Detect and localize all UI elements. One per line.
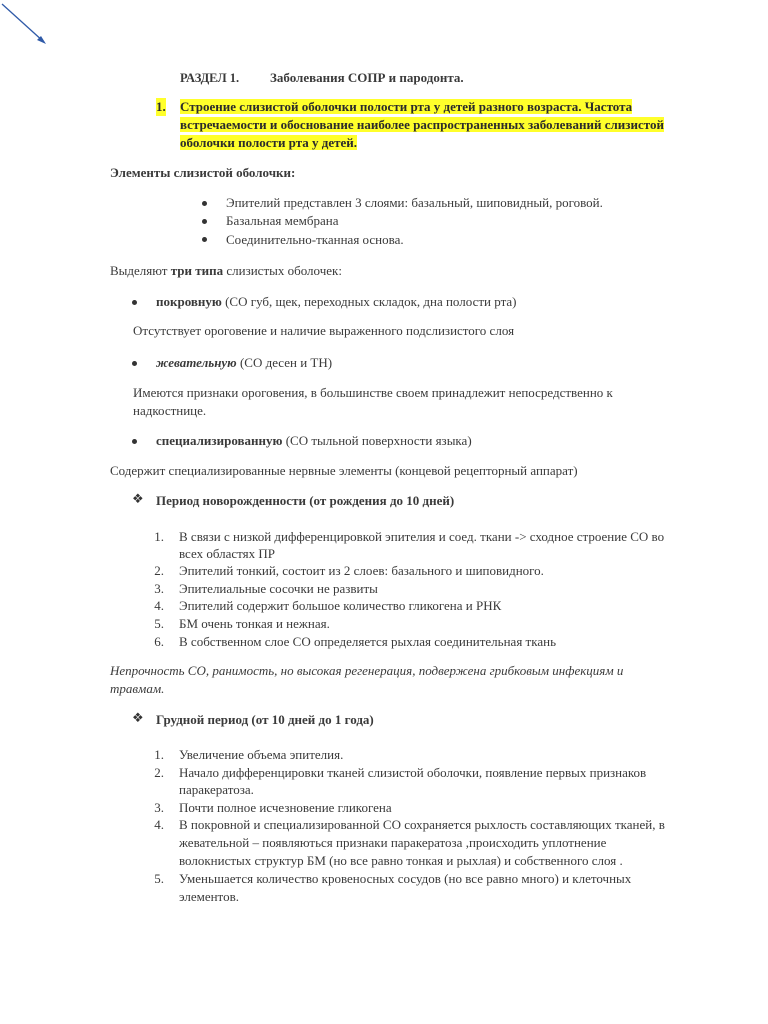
bullet-icon <box>132 300 137 305</box>
section-label: РАЗДЕЛ 1. <box>180 71 240 85</box>
type-specialized-rest: (СО тыльной поверхности языка) <box>282 433 472 448</box>
list-number: 2. <box>154 563 164 578</box>
desc-line: Имеются признаки ороговения, в большинстве своем принадлежит непосредственно к <box>133 385 613 400</box>
type-masticatory-rest: (СО десен и ТН) <box>236 355 333 370</box>
arrow-icon <box>0 0 60 60</box>
type-specialized-desc: Содержит специализированные нервные элементы (концевой рецепторный аппарат) <box>110 463 578 478</box>
list-number: 3. <box>154 581 164 596</box>
list-number: 6. <box>154 634 164 649</box>
list-number: 1. <box>154 529 164 544</box>
list-item: Эпителий представлен 3 слоями: базальный, шиповидный, роговой. <box>226 195 603 210</box>
list-number: 4. <box>154 817 164 832</box>
list-item: В покровной и специализированной СО сохраняется рыхлость составляющих тканей, в <box>179 817 665 832</box>
type-covering-rest: (СО губ, щек, переходных складок, дна полости рта) <box>221 294 517 309</box>
bullet-icon <box>132 361 137 366</box>
types-intro-post: слизистых оболочек: <box>223 263 342 278</box>
list-item-continuation: паракератоза. <box>179 782 254 797</box>
newborn-note <box>110 662 623 698</box>
list-item: Уменьшается количество кровеносных сосудов (но все равно много) и клеточных <box>179 871 632 886</box>
type-covering <box>156 293 517 311</box>
list-number: 2. <box>154 765 164 780</box>
question-number: 1. <box>156 99 166 114</box>
note-line: травмам. <box>110 681 165 696</box>
list-item: Базальная мембрана <box>226 213 339 228</box>
newborn-title: Период новорожденности (от рождения до 10 дней) <box>156 493 455 508</box>
bullet-icon <box>202 201 207 206</box>
list-number: 5. <box>154 616 164 631</box>
types-intro-bold: три типа <box>170 263 224 278</box>
list-item-continuation: волокнистых структур БМ (но все равно тонкая и рыхлая) и собственного слоя . <box>179 853 623 868</box>
list-item: Начало дифференцировки тканей слизистой оболочки, появление первых признаков <box>179 765 647 780</box>
elements-heading: Элементы слизистой оболочки: <box>110 165 296 180</box>
diamond-bullet-icon: ❖ <box>132 710 144 725</box>
infant-title: Грудной период (от 10 дней до 1 года) <box>156 712 374 727</box>
type-specialized-name: специализированную <box>156 433 283 448</box>
list-number: 1. <box>154 747 164 762</box>
note-line: Непрочность СО, ранимость, но высокая регенерация, подвержена грибковым инфекциям и <box>110 663 624 678</box>
list-item: Эпителий содержит большое количество гликогена и РНК <box>179 598 502 613</box>
type-masticatory-desc <box>133 384 613 420</box>
diamond-bullet-icon: ❖ <box>132 491 144 506</box>
list-item-continuation: элементов. <box>179 889 239 904</box>
list-number: 5. <box>154 871 164 886</box>
type-masticatory-name: жевательную <box>156 355 237 370</box>
type-covering-name: покровную <box>156 294 222 309</box>
list-item-continuation: жевательной – появляються признаки паракератоза ,происходить уплотнение <box>179 835 607 850</box>
list-item: Соединительно-тканная основа. <box>226 232 404 247</box>
desc-line: надкостнице. <box>133 403 207 418</box>
bullet-icon <box>132 439 137 444</box>
bullet-icon <box>202 219 207 224</box>
list-item: В собственном слое СО определяется рыхлая соединительная ткань <box>179 634 557 649</box>
question-text <box>180 98 664 152</box>
list-number: 4. <box>154 598 164 613</box>
type-masticatory <box>156 354 332 372</box>
type-specialized <box>156 432 472 450</box>
bullet-icon <box>202 237 207 242</box>
question-line: оболочки полости рта у детей. <box>180 135 358 150</box>
types-intro-pre: Выделяют <box>110 263 171 278</box>
type-covering-desc: Отсутствует ороговение и наличие выраженного подслизистого слоя <box>133 323 515 338</box>
list-item: Увеличение объема эпителия. <box>179 747 344 762</box>
list-item: Эпителиальные сосочки не развиты <box>179 581 378 596</box>
question-line: встречаемости и обоснование наиболее распространенных заболеваний слизистой <box>180 117 664 132</box>
types-intro <box>110 262 342 280</box>
question-line: Строение слизистой оболочки полости рта у детей разного возраста. Частота <box>180 99 633 114</box>
section-title: Заболевания СОПР и пародонта. <box>270 70 464 85</box>
list-number: 3. <box>154 800 164 815</box>
list-item-continuation: всех областях ПР <box>179 546 276 561</box>
list-item: Почти полное исчезновение гликогена <box>179 800 392 815</box>
list-item: В связи с низкой дифференцировкой эпителия и соед. ткани -> сходное строение СО во <box>179 529 665 544</box>
list-item: БМ очень тонкая и нежная. <box>179 616 330 631</box>
list-item: Эпителий тонкий, состоит из 2 слоев: базального и шиповидного. <box>179 563 544 578</box>
